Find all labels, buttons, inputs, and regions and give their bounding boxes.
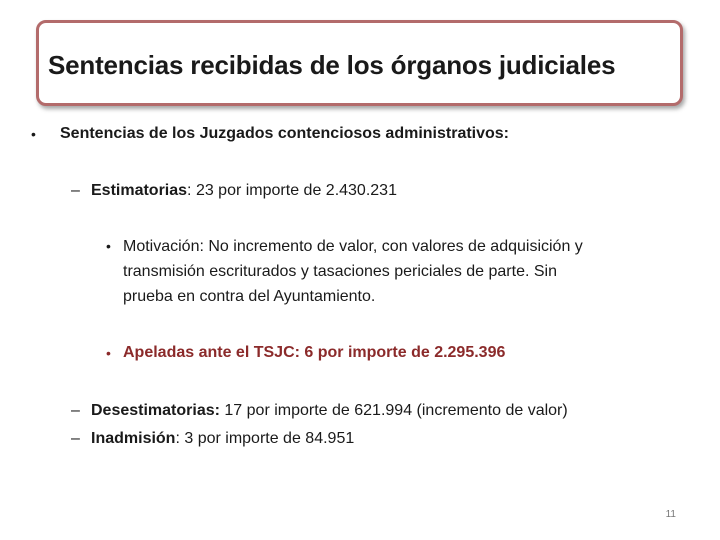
desestimatorias-label: Desestimatorias:: [91, 402, 220, 419]
motivacion-line-3: prueba en contra del Ayuntamiento.: [123, 288, 376, 305]
motivacion-line-1: Motivación: No incremento de valor, con valores de adquisición y: [123, 238, 583, 255]
motivacion-bullet: •: [106, 238, 111, 254]
desestimatorias-text: 17 por importe de 621.994 (incremento de valor): [219, 402, 568, 419]
estimatorias-dash: –: [71, 182, 80, 199]
slide-number: 11: [665, 509, 676, 520]
estimatorias-text: : 23 por importe de 2.430.231: [187, 182, 397, 199]
desestimatorias-line: [91, 402, 568, 420]
apeladas-text: Apeladas ante el TSJC: 6 por importe de 2.295.396: [123, 344, 506, 361]
inadmision-text: : 3 por importe de 84.951: [175, 430, 355, 447]
slide-title: Sentencias recibidas de los órganos judiciales: [48, 50, 616, 80]
estimatorias-line: [91, 182, 397, 200]
desestimatorias-dash: –: [71, 402, 80, 419]
apeladas-bullet: •: [106, 345, 111, 361]
inadmision-label: Inadmisión: [91, 430, 176, 447]
inadmision-line: [91, 430, 354, 448]
inadmision-dash: –: [71, 430, 80, 447]
level1-bullet: •: [31, 126, 36, 142]
estimatorias-label: Estimatorias: [91, 182, 188, 199]
level1-text: Sentencias de los Juzgados contenciosos administrativos:: [60, 125, 510, 142]
motivacion-line-2: transmisión escriturados y tasaciones periciales de parte. Sin: [123, 263, 557, 280]
